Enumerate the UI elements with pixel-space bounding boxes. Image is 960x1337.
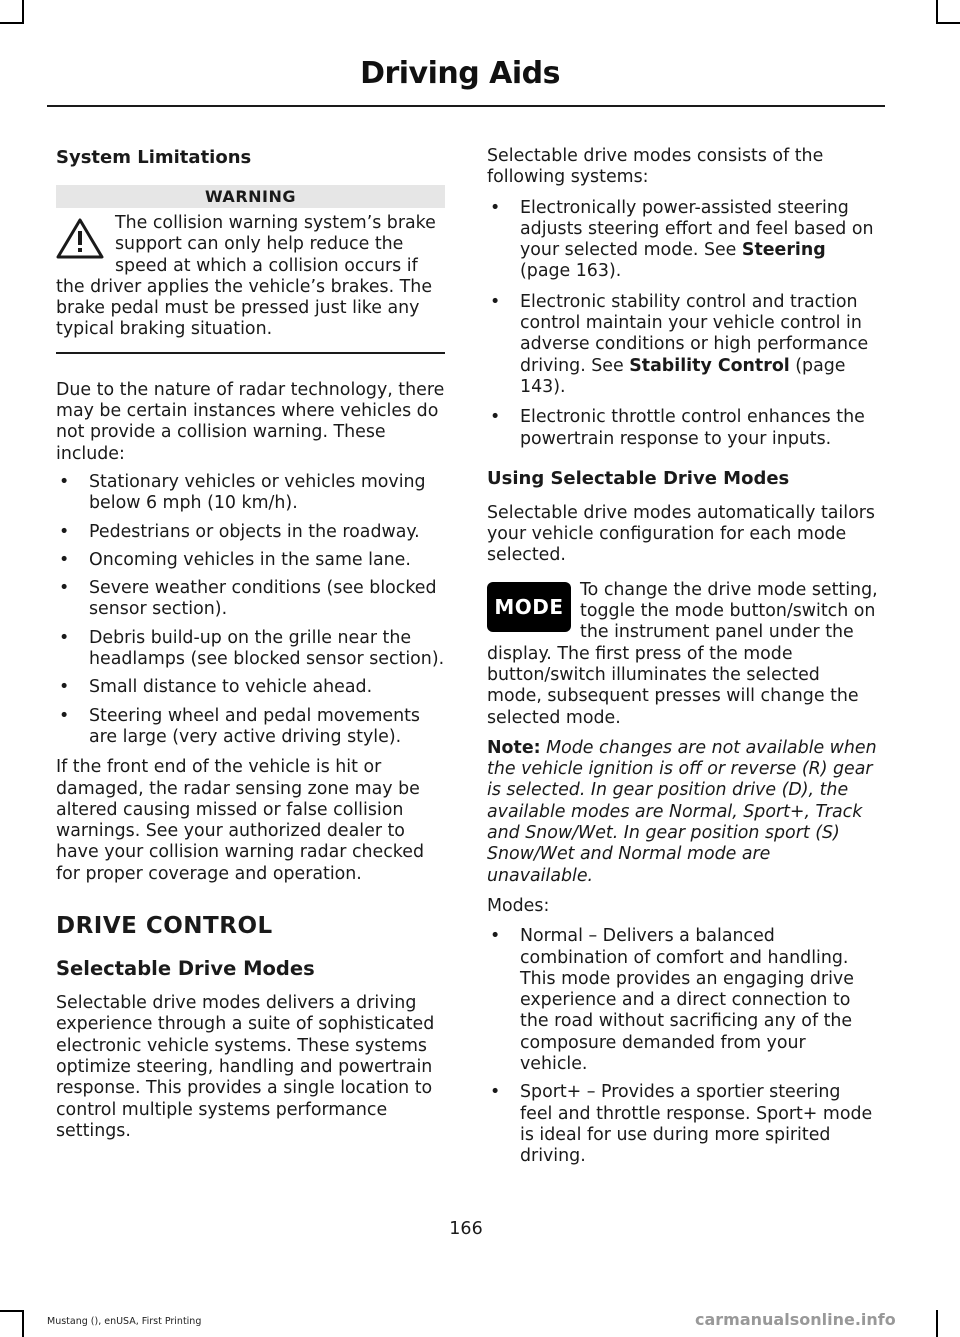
modes-list: [487, 926, 878, 1167]
left-column: [56, 146, 445, 1142]
selectable-drive-modes-heading: Selectable Drive Modes: [56, 957, 315, 981]
list-item: • Pedestrians or objects in the roadway.: [59, 521, 420, 542]
footer-text: Mustang (), enUSA, First Printing: [47, 1316, 202, 1327]
right-column: [487, 146, 878, 1167]
drive-modes-paragraph: Selectable drive modes delivers a driving experience through a suite of sophisticated electronic vehicle systems. These systems optimize steering, handling and powertrain response. This provides a single location to control multiple systems performance settings.: [56, 993, 435, 1141]
page-number: 166: [449, 1219, 483, 1239]
watermark: carmanualsonline.info: [695, 1310, 896, 1329]
using-paragraph: Selectable drive modes automatically tailors your vehicle configuration for each mode selected.: [487, 502, 875, 566]
list-item: • Normal – Delivers a balanced combination of comfort and handling. This mode provides an engaging drive experience and a direct connection to the road without sacrificing any of the composure demanded from your vehicle.: [490, 926, 854, 1074]
note-paragraph: Note: Mode changes are not available when the vehicle ignition is off or reverse (R) gear is selected. In gear position drive (D), the available modes are Normal, Sport+, Track and Snow/Wet. In gear position sport (S) Snow/Wet and Normal mode are unavailable.: [487, 737, 877, 886]
crop-mark: [938, 22, 960, 24]
list-item: • Electronically power-assisted steering adjusts steering effort and feel based on your selected mode. See Steering (page 163).: [490, 197, 874, 282]
crop-mark: [0, 22, 22, 24]
drive-control-heading: DRIVE CONTROL: [56, 913, 273, 940]
warning-triangle-icon: [56, 217, 104, 259]
crop-mark: [0, 1310, 22, 1312]
list-item: • Small distance to vehicle ahead.: [59, 677, 373, 698]
systems-intro: Selectable drive modes consists of the following systems:: [487, 146, 824, 188]
list-item: • Severe weather conditions (see blocked sensor section).: [59, 578, 437, 620]
page-title: Driving Aids: [360, 56, 560, 91]
list-item: • Stationary vehicles or vehicles moving below 6 mph (10 km/h).: [59, 471, 426, 514]
limitations-list: [56, 472, 445, 748]
system-limitations-heading: System Limitations: [56, 147, 252, 168]
list-item: • Electronic stability control and traction control maintain your vehicle control in adverse conditions or high performance driving. See Stability Control (page 143).: [490, 291, 869, 397]
damage-paragraph: If the front end of the vehicle is hit or damaged, the radar sensing zone may be altered causing missed or false collision warnings. See your authorized dealer to have your collision warning radar checked for proper coverage and operation.: [56, 757, 424, 884]
mode-button-icon: MODE: [487, 582, 571, 632]
list-item: • Sport+ – Provides a sportier steering feel and throttle response. Sport+ mode is ideal for use during more spirited driving.: [490, 1082, 873, 1167]
header-divider: [47, 105, 885, 107]
warning-header: WARNING: [56, 185, 445, 208]
crop-mark: [936, 1310, 938, 1337]
warning-box: [56, 213, 445, 354]
using-selectable-drive-modes-heading: Using Selectable Drive Modes: [487, 467, 790, 489]
modes-label: Modes:: [487, 895, 550, 916]
stability-control-reference-link[interactable]: Stability Control: [629, 355, 790, 376]
list-item: • Electronic throttle control enhances the powertrain response to your inputs.: [490, 407, 865, 449]
list-item: • Debris build-up on the grille near the headlamps (see blocked sensor section).: [59, 627, 445, 670]
crop-mark: [936, 0, 938, 24]
change-mode-paragraph: To change the drive mode setting, toggle the mode button/switch on the instrument panel under the display. The first press of the mode button/switch illuminates the selected mode, subsequent presses will change the selected mode.: [487, 579, 878, 728]
list-item: • Oncoming vehicles in the same lane.: [59, 549, 411, 570]
list-item: • Steering wheel and pedal movements are large (very active driving style).: [59, 705, 420, 747]
mode-instructions: [487, 580, 878, 729]
warning-text: The collision warning system’s brake support can only help reduce the speed at which a collision occurs if the driver applies the vehicle’s brakes. The brake pedal must be pressed just like any typical braking situation.: [56, 213, 436, 340]
steering-reference-link[interactable]: Steering: [741, 240, 826, 261]
crop-mark: [22, 1310, 24, 1337]
crop-mark: [22, 0, 24, 24]
systems-list: [487, 198, 878, 450]
radar-intro: Due to the nature of radar technology, there may be certain instances where vehicles do not provide a collision warning. These include:: [56, 379, 445, 464]
